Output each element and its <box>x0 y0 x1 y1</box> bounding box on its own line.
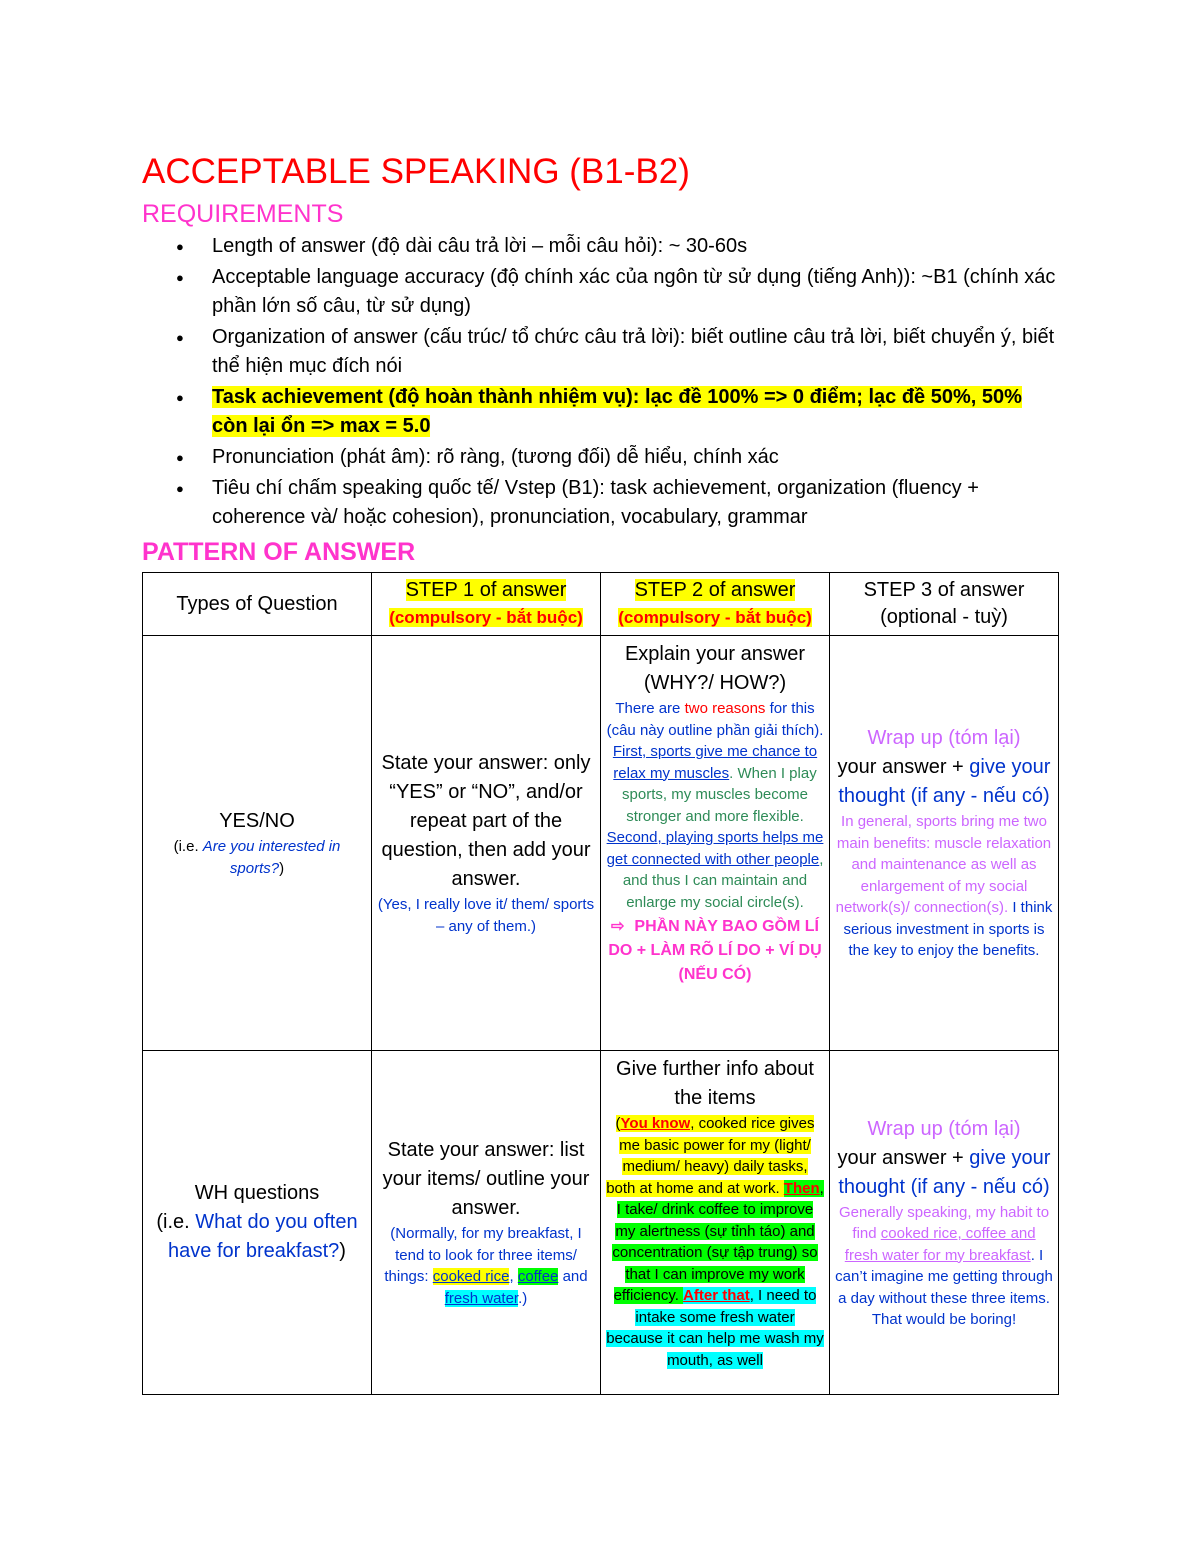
step3-title: Wrap up (tóm lại) <box>867 1117 1021 1140</box>
text: your answer + <box>837 1146 970 1169</box>
cell-step1-wh <box>372 1051 601 1395</box>
text: , cooked rice gives me basic power for my (light/ medium/ heavy) daily tasks, both at home and at work. <box>606 1115 815 1197</box>
step3-instruction <box>835 1144 1053 1202</box>
text: cooked rice <box>432 1268 510 1285</box>
step2-title: Give further info about the items <box>616 1058 814 1109</box>
header-step-label: STEP 1 of answer <box>405 579 567 601</box>
step1-example <box>377 1223 595 1309</box>
cell-type-yesno <box>143 636 372 1051</box>
text: . When I play sports, my muscles become stronger and more flexible. <box>622 764 817 825</box>
example-text: Are you interested in sports? <box>202 838 341 877</box>
header-text: Types of Question <box>176 592 338 615</box>
step3-example <box>835 1202 1053 1331</box>
text: give your thought (if any - nếu có) <box>838 756 1051 808</box>
requirement-item: ● Acceptable language accuracy (độ chính xác của ngôn từ sử dụng (tiếng Anh)): ~B1 (chính xác phần lớn số câu, từ sử dụng) <box>142 263 1058 321</box>
text: and <box>558 1268 588 1285</box>
text: two reasons <box>684 700 766 717</box>
text: , and thus I can maintain and enlarge my social circle(s). <box>622 850 824 911</box>
question-type: YES/NO <box>219 810 295 832</box>
header-step1 <box>372 573 601 636</box>
header-step-label: STEP 2 of answer <box>634 579 796 601</box>
text: You know <box>620 1115 691 1132</box>
text: Then <box>783 1179 820 1197</box>
cell-step3-yesno <box>830 636 1059 1051</box>
requirement-item: ● Pronunciation (phát âm): rõ ràng, (tương đối) dễ hiểu, chính xác <box>142 443 1058 472</box>
text: fresh water <box>444 1289 519 1307</box>
text: (Normally, for my breakfast, I tend to look for three items/ things: <box>384 1225 582 1285</box>
text: coffee <box>517 1268 559 1285</box>
question-example <box>148 1208 366 1266</box>
text: After that <box>683 1287 750 1304</box>
step2-example <box>606 1113 824 1371</box>
header-step3 <box>830 573 1059 636</box>
text: for this (câu này outline phần giải thích). <box>606 700 824 739</box>
cell-step2-yesno <box>601 636 830 1051</box>
text: I think serious investment in sports is the key to enjoy the benefits. <box>843 899 1053 960</box>
text: give your thought (if any - nếu có) <box>838 1146 1051 1198</box>
question-type: WH questions <box>194 1182 320 1204</box>
header-step2 <box>601 573 830 636</box>
example-suffix: ) <box>279 859 285 877</box>
example-prefix: (i.e. <box>173 838 203 855</box>
text: cooked rice, coffee and fresh water for my breakfast <box>844 1225 1036 1264</box>
step3-example <box>835 811 1053 962</box>
text: . I can’t imagine me getting through a day without these three items. That would be boring! <box>835 1246 1053 1328</box>
text: your answer + <box>837 756 970 779</box>
step3-instruction <box>835 753 1053 811</box>
header-step-label: STEP 3 of answer <box>863 579 1025 601</box>
text: , <box>509 1268 518 1285</box>
arrow-right-icon: ⇨ <box>610 918 625 935</box>
header-step-note: (optional - tuỳ) <box>880 606 1008 628</box>
step2-example <box>606 698 824 913</box>
pattern-table <box>142 572 1059 1395</box>
example-suffix: ) <box>339 1240 346 1262</box>
text: .) <box>518 1289 528 1307</box>
header-step-note: (compulsory - bắt buộc) <box>618 608 812 627</box>
text: Second, playing sports helps me get connected with other people <box>606 829 824 868</box>
text: There are <box>615 700 685 717</box>
text: First, sports give me chance to relax my muscles <box>612 743 818 782</box>
example-prefix: (i.e. <box>156 1211 196 1233</box>
requirement-text: Task achievement (độ hoàn thành nhiệm vụ): lạc đề 100% => 0 điểm; lạc đề 50%, 50% còn lại ổn => max = 5.0 <box>212 386 1022 437</box>
cell-step1-yesno <box>372 636 601 1051</box>
step1-instruction: State your answer: only “YES” or “NO”, and/or repeat part of the question, then add your answer. <box>381 752 591 890</box>
document-title: ACCEPTABLE SPEAKING (B1-B2) <box>142 152 690 191</box>
text: , I take/ drink coffee to improve my alertness (sự tỉnh táo) and concentration (sự tập trung) so that I can improve my work efficiency. <box>612 1179 824 1304</box>
cell-step2-wh <box>601 1051 830 1395</box>
step1-example: (Yes, I really love it/ them/ sports – any of them.) <box>377 896 595 935</box>
step3-title: Wrap up (tóm lại) <box>867 727 1021 750</box>
header-step-note: (compulsory - bắt buộc) <box>389 608 583 627</box>
table-row-yesno <box>143 636 1059 1051</box>
question-example <box>148 836 366 879</box>
requirement-item: ● Organization of answer (cấu trúc/ tổ chức câu trả lời): biết outline câu trả lời, biết chuyển ý, biết thể hiện mục đích nói <box>142 323 1058 381</box>
text: ( <box>615 1115 621 1132</box>
text: Generally speaking, my habit to find <box>838 1203 1050 1242</box>
cell-step3-wh <box>830 1051 1059 1395</box>
step2-note <box>606 915 824 987</box>
pattern-heading: PATTERN OF ANSWER <box>142 538 416 566</box>
step2-title: Explain your answer (WHY?/ HOW?) <box>624 643 806 694</box>
document-page <box>142 150 1058 1395</box>
example-text: What do you often have for breakfast? <box>168 1211 358 1262</box>
requirement-item-highlighted <box>142 383 1058 441</box>
header-types <box>143 573 372 636</box>
text: In general, sports bring me two main benefits: muscle relaxation and maintenance as well as enlargement of my social network(s)/ connection(s). <box>835 813 1052 917</box>
note-text: PHẦN NÀY BAO GỒM LÍ DO + LÀM RÕ LÍ DO + VÍ DỤ (NẾU CÓ) <box>608 918 822 983</box>
requirement-item: ● Length of answer (độ dài câu trả lời – mỗi câu hỏi): ~ 30-60s <box>142 232 1058 261</box>
requirements-list <box>142 232 1058 532</box>
table-row-wh <box>143 1051 1059 1395</box>
table-header-row <box>143 573 1059 636</box>
cell-type-wh <box>143 1051 372 1395</box>
requirement-item: ● Tiêu chí chấm speaking quốc tế/ Vstep (B1): task achievement, organization (fluency + coherence và/ hoặc cohesion), pronunciation, vocabulary, grammar <box>142 474 1058 532</box>
step1-instruction: State your answer: list your items/ outline your answer. <box>382 1139 590 1219</box>
requirements-heading: REQUIREMENTS <box>142 200 344 228</box>
text: , I need to intake some fresh water because it can help me wash my mouth, as well <box>606 1287 824 1369</box>
